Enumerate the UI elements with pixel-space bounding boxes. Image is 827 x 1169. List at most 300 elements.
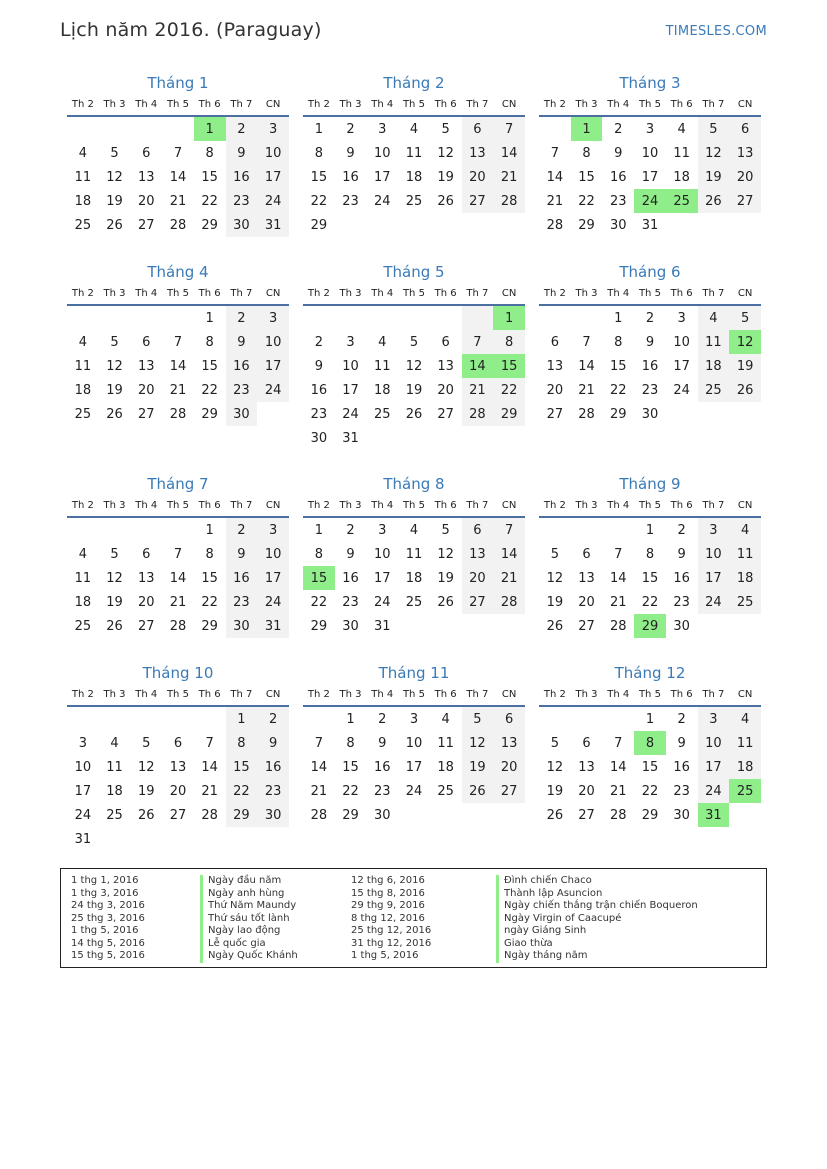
day-cell: 13 <box>169 759 187 775</box>
legend-names-col-1 <box>200 875 298 963</box>
day-cell: 11 <box>405 546 423 562</box>
day-cell: 28 <box>609 807 627 823</box>
day-cell: 22 <box>201 382 218 398</box>
day-cell: 31 <box>257 213 289 237</box>
day-cell: 22 <box>641 783 659 799</box>
day-cell: 18 <box>373 382 391 398</box>
month-grid <box>67 283 289 426</box>
week-row <box>67 213 289 237</box>
day-cell: 13 <box>493 731 525 755</box>
day-cell: 1 <box>314 121 323 137</box>
month-title: Tháng 6 <box>619 263 681 281</box>
weekday-header: Th 5 <box>162 283 194 305</box>
legend-date: 29 thg 9, 2016 <box>351 900 425 911</box>
day-cell: 10 <box>257 141 289 165</box>
day-cell: 19 <box>546 783 564 799</box>
weekday-header: Th 5 <box>634 94 666 116</box>
week-row <box>67 141 289 165</box>
month-grid <box>539 684 761 827</box>
day-cell: 23 <box>609 193 627 209</box>
day-cell: 15 <box>578 169 595 185</box>
day-cell: 23 <box>226 189 258 213</box>
weekday-header: Th 3 <box>99 684 131 706</box>
day-cell: 22 <box>310 594 328 610</box>
day-cell: 21 <box>169 382 187 398</box>
day-cell: 3 <box>645 121 655 137</box>
month-3 <box>539 72 761 237</box>
weekday-header: Th 4 <box>366 283 398 305</box>
day-cell: 24 <box>257 189 289 213</box>
weekday-header: Th 6 <box>666 94 698 116</box>
day-cell: 24 <box>74 807 92 823</box>
day-cell: 27 <box>462 590 494 614</box>
day-cell: 14 <box>169 570 187 586</box>
day-cell: 9 <box>314 358 323 374</box>
empty-day-cell <box>539 706 571 731</box>
month-grid <box>303 495 525 638</box>
weekday-header: CN <box>729 495 761 517</box>
day-cell: 10 <box>373 546 391 562</box>
day-cell: 23 <box>673 594 690 610</box>
day-cell: 22 <box>641 594 659 610</box>
day-cell: 10 <box>373 145 391 161</box>
day-cell: 19 <box>698 165 730 189</box>
day-cell: 25 <box>666 189 698 213</box>
week-row <box>303 803 525 827</box>
legend-holiday-name: Thành lập Asuncion <box>496 888 698 901</box>
week-row <box>539 779 761 803</box>
day-cell: 25 <box>74 618 92 634</box>
day-cell: 13 <box>437 358 454 374</box>
day-cell: 26 <box>546 618 564 634</box>
day-cell: 21 <box>493 165 525 189</box>
legend-dates-col-1 <box>71 875 145 963</box>
day-cell: 2 <box>314 334 323 350</box>
day-cell: 2 <box>226 305 258 330</box>
month-5 <box>303 261 525 450</box>
weekday-header: Th 6 <box>194 94 226 116</box>
month-1 <box>67 72 289 237</box>
day-cell: 4 <box>677 121 686 137</box>
day-cell: 24 <box>373 594 391 610</box>
day-cell: 22 <box>578 193 595 209</box>
day-cell: 13 <box>462 542 494 566</box>
month-8 <box>303 473 525 638</box>
weekday-header: CN <box>729 684 761 706</box>
day-cell: 12 <box>137 759 155 775</box>
week-row <box>539 378 761 402</box>
day-cell: 28 <box>169 406 187 422</box>
day-cell: 13 <box>137 358 155 374</box>
day-cell: 11 <box>74 358 92 374</box>
weekday-header: Th 7 <box>462 684 494 706</box>
week-row <box>539 706 761 731</box>
week-row <box>303 213 525 237</box>
week-row <box>67 779 289 803</box>
day-cell: 2 <box>257 706 289 731</box>
day-cell: 5 <box>110 334 119 350</box>
weekday-header: Th 2 <box>539 283 571 305</box>
month-title: Tháng 7 <box>147 475 209 493</box>
empty-day-cell <box>539 305 571 330</box>
week-row <box>303 189 525 213</box>
week-row <box>303 305 525 330</box>
day-cell: 21 <box>201 783 218 799</box>
day-cell: 25 <box>74 406 92 422</box>
day-cell: 30 <box>226 213 258 237</box>
month-title: Tháng 2 <box>383 74 445 92</box>
empty-day-cell <box>398 614 430 638</box>
month-grid <box>67 495 289 638</box>
day-cell: 3 <box>698 517 730 542</box>
weekday-header: Th 3 <box>335 684 367 706</box>
weekday-header: Th 4 <box>130 495 162 517</box>
day-cell: 1 <box>314 522 323 538</box>
legend-date: 24 thg 3, 2016 <box>71 900 145 911</box>
week-row <box>67 402 289 426</box>
day-cell: 14 <box>578 358 595 374</box>
day-cell: 10 <box>698 731 730 755</box>
empty-day-cell <box>462 426 494 450</box>
week-row <box>67 566 289 590</box>
day-cell: 15 <box>201 570 218 586</box>
week-row <box>539 213 761 237</box>
day-cell: 23 <box>226 590 258 614</box>
day-cell: 5 <box>409 334 419 350</box>
day-cell: 18 <box>729 755 761 779</box>
week-row <box>303 165 525 189</box>
day-cell: 17 <box>74 783 92 799</box>
day-cell: 8 <box>634 731 666 755</box>
weekday-header: Th 6 <box>430 283 462 305</box>
empty-day-cell <box>67 706 99 731</box>
weekday-header: Th 2 <box>67 684 99 706</box>
legend-date: 15 thg 8, 2016 <box>351 887 425 899</box>
day-cell: 17 <box>373 570 391 586</box>
weekday-header: Th 5 <box>162 684 194 706</box>
day-cell: 7 <box>173 546 183 562</box>
month-grid <box>539 94 761 237</box>
day-cell: 28 <box>169 217 187 233</box>
month-4 <box>67 261 289 426</box>
weekday-header: CN <box>257 94 289 116</box>
weekday-header: Th 5 <box>634 684 666 706</box>
day-cell: 6 <box>729 116 761 141</box>
day-cell: 7 <box>462 330 494 354</box>
weekday-header: Th 2 <box>67 94 99 116</box>
day-cell: 29 <box>201 618 218 634</box>
month-title: Tháng 9 <box>619 475 681 493</box>
legend-date: 1 thg 5, 2016 <box>351 950 419 961</box>
day-cell: 21 <box>609 594 627 610</box>
day-cell: 16 <box>342 169 359 185</box>
day-cell: 7 <box>314 735 323 751</box>
day-cell: 30 <box>609 217 627 233</box>
day-cell: 10 <box>74 759 92 775</box>
day-cell: 19 <box>462 755 494 779</box>
day-cell: 24 <box>257 378 289 402</box>
empty-day-cell <box>130 827 162 851</box>
week-row <box>539 755 761 779</box>
legend-dates-col-2 <box>351 875 431 963</box>
day-cell: 14 <box>493 141 525 165</box>
day-cell: 5 <box>142 735 151 751</box>
day-cell: 6 <box>462 116 494 141</box>
day-cell: 6 <box>462 517 494 542</box>
weekday-header: Th 5 <box>398 94 430 116</box>
day-cell: 2 <box>677 522 686 538</box>
day-cell: 18 <box>437 759 454 775</box>
day-cell: 3 <box>698 706 730 731</box>
day-cell: 8 <box>346 735 355 751</box>
legend-holiday-name: Ngày chiến thắng trận chiến Boqueron <box>496 900 698 913</box>
day-cell: 1 <box>226 706 258 731</box>
day-cell: 25 <box>729 779 761 803</box>
month-6 <box>539 261 761 426</box>
weekday-header: CN <box>729 94 761 116</box>
weekday-header: Th 6 <box>666 495 698 517</box>
day-cell: 21 <box>546 193 564 209</box>
day-cell: 19 <box>437 169 454 185</box>
day-cell: 26 <box>437 193 454 209</box>
day-cell: 29 <box>310 217 328 233</box>
day-cell: 29 <box>201 217 218 233</box>
day-cell: 13 <box>137 169 155 185</box>
empty-day-cell <box>729 614 761 638</box>
empty-day-cell <box>130 706 162 731</box>
empty-day-cell <box>67 517 99 542</box>
week-row <box>67 803 289 827</box>
day-cell: 16 <box>673 570 690 586</box>
day-cell: 23 <box>373 783 391 799</box>
day-cell: 16 <box>373 759 391 775</box>
weekday-header: Th 4 <box>366 94 398 116</box>
day-cell: 9 <box>257 731 289 755</box>
empty-day-cell <box>130 305 162 330</box>
day-cell: 21 <box>493 566 525 590</box>
day-cell: 31 <box>74 831 92 847</box>
weekday-header: Th 6 <box>430 94 462 116</box>
week-row <box>303 354 525 378</box>
weekday-header: Th 6 <box>666 283 698 305</box>
weekday-header: Th 2 <box>67 495 99 517</box>
empty-day-cell <box>493 803 525 827</box>
day-cell: 26 <box>546 807 564 823</box>
day-cell: 13 <box>546 358 564 374</box>
legend-date: 8 thg 12, 2016 <box>351 912 425 924</box>
day-cell: 6 <box>550 334 559 350</box>
weekday-header: Th 2 <box>303 684 335 706</box>
empty-day-cell <box>729 803 761 827</box>
week-row <box>539 305 761 330</box>
day-cell: 11 <box>74 570 92 586</box>
legend-holiday-name: Ngày tháng năm <box>496 950 698 963</box>
day-cell: 26 <box>106 406 123 422</box>
day-cell: 20 <box>137 193 155 209</box>
month-2 <box>303 72 525 237</box>
day-cell: 29 <box>493 402 525 426</box>
month-grid <box>539 283 761 426</box>
day-cell: 24 <box>698 779 730 803</box>
weekday-header: Th 5 <box>398 684 430 706</box>
day-cell: 24 <box>257 590 289 614</box>
day-cell: 5 <box>550 546 559 562</box>
weekday-header: Th 4 <box>130 684 162 706</box>
day-cell: 11 <box>74 169 92 185</box>
day-cell: 30 <box>226 402 258 426</box>
legend-date: 1 thg 5, 2016 <box>71 925 139 936</box>
day-cell: 20 <box>578 783 595 799</box>
weekday-header: Th 2 <box>303 94 335 116</box>
day-cell: 24 <box>698 590 730 614</box>
legend-holiday-name: Lễ quốc gia <box>200 938 298 951</box>
day-cell: 10 <box>641 145 659 161</box>
week-row <box>539 614 761 638</box>
empty-day-cell <box>162 305 194 330</box>
empty-day-cell <box>462 213 494 237</box>
empty-day-cell <box>162 827 194 851</box>
day-cell: 25 <box>74 217 92 233</box>
week-row <box>303 330 525 354</box>
empty-day-cell <box>729 213 761 237</box>
day-cell: 9 <box>378 735 387 751</box>
legend-names-col-2 <box>496 875 698 963</box>
day-cell: 19 <box>546 594 564 610</box>
day-cell: 18 <box>74 382 92 398</box>
month-grid <box>67 684 289 851</box>
weekday-header: Th 3 <box>99 495 131 517</box>
day-cell: 2 <box>226 517 258 542</box>
day-cell: 22 <box>310 193 328 209</box>
day-cell: 19 <box>437 570 454 586</box>
day-cell: 20 <box>437 382 454 398</box>
weekday-header: Th 7 <box>698 495 730 517</box>
weekday-header: Th 3 <box>571 684 603 706</box>
day-cell: 25 <box>405 193 423 209</box>
week-row <box>67 706 289 731</box>
day-cell: 24 <box>405 783 423 799</box>
month-title: Tháng 3 <box>619 74 681 92</box>
weekday-header: CN <box>493 495 525 517</box>
day-cell: 30 <box>226 614 258 638</box>
weekday-header: Th 5 <box>634 283 666 305</box>
day-cell: 17 <box>641 169 659 185</box>
week-row <box>67 517 289 542</box>
day-cell: 3 <box>257 517 289 542</box>
day-cell: 22 <box>201 594 218 610</box>
day-cell: 19 <box>106 594 123 610</box>
week-row <box>67 590 289 614</box>
legend-holiday-name: Ngày đầu năm <box>200 875 298 888</box>
day-cell: 4 <box>729 706 761 731</box>
day-cell: 25 <box>729 590 761 614</box>
day-cell: 11 <box>673 145 690 161</box>
legend-date: 25 thg 12, 2016 <box>351 925 432 936</box>
weekday-header: Th 6 <box>430 495 462 517</box>
month-9 <box>539 473 761 638</box>
weekday-header: Th 7 <box>226 283 258 305</box>
day-cell: 1 <box>205 522 214 538</box>
empty-day-cell <box>257 827 289 851</box>
legend-date: 1 thg 1, 2016 <box>71 875 139 886</box>
empty-day-cell <box>162 116 194 141</box>
empty-day-cell <box>398 305 430 330</box>
empty-day-cell <box>430 213 462 237</box>
weekday-header: Th 4 <box>366 684 398 706</box>
weekday-header: Th 4 <box>602 495 634 517</box>
empty-day-cell <box>162 517 194 542</box>
empty-day-cell <box>539 517 571 542</box>
day-cell: 21 <box>169 193 187 209</box>
weekday-header: Th 3 <box>571 495 603 517</box>
empty-day-cell <box>698 213 730 237</box>
day-cell: 9 <box>346 145 355 161</box>
empty-day-cell <box>462 803 494 827</box>
empty-day-cell <box>366 213 398 237</box>
day-cell: 27 <box>437 406 454 422</box>
weekday-header: Th 5 <box>162 94 194 116</box>
weekday-header: Th 3 <box>335 495 367 517</box>
day-cell: 29 <box>201 406 218 422</box>
day-cell: 4 <box>409 121 419 137</box>
weekday-header: Th 7 <box>462 283 494 305</box>
day-cell: 30 <box>673 807 690 823</box>
day-cell: 3 <box>257 305 289 330</box>
day-cell: 23 <box>673 783 690 799</box>
day-cell: 4 <box>78 145 87 161</box>
weekday-header: Th 3 <box>571 283 603 305</box>
day-cell: 11 <box>106 759 123 775</box>
day-cell: 10 <box>698 542 730 566</box>
day-cell: 21 <box>310 783 328 799</box>
day-cell: 1 <box>645 522 655 538</box>
empty-day-cell <box>130 116 162 141</box>
day-cell: 26 <box>405 406 423 422</box>
legend-holiday-name: Ngày anh hùng <box>200 888 298 901</box>
day-cell: 27 <box>546 406 564 422</box>
weekday-header: Th 2 <box>539 94 571 116</box>
brand-link[interactable]: TIMESLES.COM <box>665 24 767 39</box>
day-cell: 16 <box>310 382 328 398</box>
empty-day-cell <box>67 305 99 330</box>
day-cell: 17 <box>673 358 690 374</box>
weekday-header: Th 4 <box>602 283 634 305</box>
day-cell: 3 <box>378 121 387 137</box>
week-row <box>303 517 525 542</box>
weekday-header: Th 3 <box>335 94 367 116</box>
week-row <box>303 426 525 450</box>
day-cell: 29 <box>226 803 258 827</box>
day-cell: 26 <box>137 807 155 823</box>
legend-holiday-name: ngày Giáng Sinh <box>496 925 698 938</box>
day-cell: 14 <box>546 169 564 185</box>
day-cell: 12 <box>437 546 454 562</box>
day-cell: 1 <box>346 711 355 727</box>
day-cell: 8 <box>314 145 323 161</box>
day-cell: 9 <box>614 145 623 161</box>
day-cell: 14 <box>169 358 187 374</box>
day-cell: 16 <box>226 165 258 189</box>
day-cell: 23 <box>342 193 359 209</box>
day-cell: 30 <box>641 406 659 422</box>
day-cell: 22 <box>226 779 258 803</box>
weekday-header: Th 4 <box>602 94 634 116</box>
empty-day-cell <box>493 426 525 450</box>
month-grid <box>303 94 525 237</box>
day-cell: 5 <box>110 546 119 562</box>
day-cell: 7 <box>205 735 214 751</box>
day-cell: 5 <box>550 735 559 751</box>
